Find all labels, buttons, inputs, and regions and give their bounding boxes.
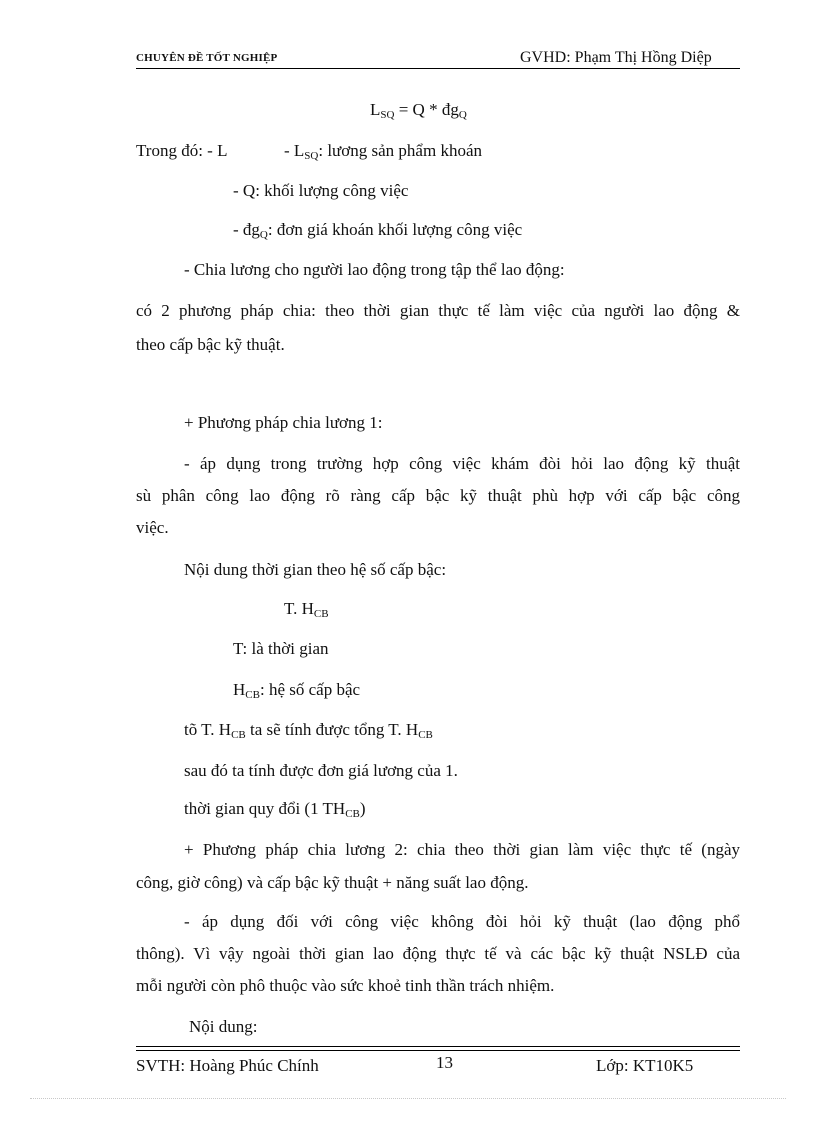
header-title: CHUYÊN ĐỀ TỐT NGHIỆP <box>136 52 278 64</box>
page-edge-dotted <box>30 1098 786 1099</box>
h-definition: $H_{CB}$: hệ số cấp bậc <box>233 680 361 701</box>
content-time: Nội dung thời gian theo hệ số cấp bậc: <box>184 560 447 579</box>
method-2-apply-l2: thông). Vì vậy ngoài thời gian lao động thực tế và các bậc kỹ thuật NSLĐ của <box>136 944 740 963</box>
where-item-q: - Q: khối lượng công việc <box>233 181 409 200</box>
paragraph-two-methods-l2: theo cấp bậc kỹ thuật. <box>136 335 285 354</box>
method-1-heading: + Phương pháp chia lương 1: <box>184 413 383 432</box>
paragraph-divide-wage: - Chia lương cho người lao động trong tập thể lao động: <box>184 260 565 279</box>
method-2-apply-l1: - áp dụng đối với công việc không đòi hỏi kỹ thuật (lao động phổ <box>184 912 740 931</box>
where-item-dgq: - $đg_Q$: đơn giá khoán khối lượng công việc <box>233 220 523 241</box>
header-rule <box>136 68 740 69</box>
footer-rule-top <box>136 1046 740 1047</box>
method-1-apply-l2: sù phân công lao động rõ ràng cấp bậc kỹ thuật phù hợp với cấp bậc công <box>136 486 740 505</box>
header-supervisor: GVHD: Phạm Thị Hồng Diệp <box>520 49 712 66</box>
total-th-line: tõ T. $H_{CB}$ ta sẽ tính được tổng T. $H_{CB}$ <box>184 720 433 741</box>
t-definition: T: là thời gian <box>233 639 329 658</box>
unit-price-line: sau đó ta tính được đơn giá lương của 1. <box>184 761 458 780</box>
formula-th: T. $H_{CB}$ <box>284 599 329 620</box>
method-1-apply-l1: - áp dụng trong trường hợp công việc khám đòi hỏi lao động kỹ thuật <box>184 454 740 473</box>
method-2-l2: công, giờ công) và cấp bậc kỹ thuật + năng suất lao động. <box>136 873 529 892</box>
content-heading: Nội dung: <box>189 1017 258 1036</box>
paragraph-two-methods-l1: có 2 phương pháp chia: theo thời gian thực tế làm việc của người lao động & <box>136 301 740 320</box>
formula: $L_{SQ} = Q$ * $đg_Q$ <box>370 100 467 121</box>
method-1-apply-l3: việc. <box>136 518 169 537</box>
method-2-l1: + Phương pháp chia lương 2: chia theo thời gian làm việc thực tế (ngày <box>184 840 740 859</box>
footer-rule-bottom <box>136 1050 740 1051</box>
method-2-apply-l3: mỗi người còn phô thuộc vào sức khoẻ tinh thần trách nhiệm. <box>136 976 555 995</box>
footer-student: SVTH: Hoàng Phúc Chính <box>136 1056 319 1075</box>
page-number: 13 <box>436 1053 453 1072</box>
where-lead: Trong đó: - L <box>136 141 228 160</box>
converted-time-line: thời gian quy đổi (1 $TH_{CB}$) <box>184 799 366 820</box>
footer-class: Lớp: KT10K5 <box>596 1056 694 1075</box>
where-item-lsq: - $L_{SQ}$: lương sản phẩm khoán <box>284 141 482 162</box>
